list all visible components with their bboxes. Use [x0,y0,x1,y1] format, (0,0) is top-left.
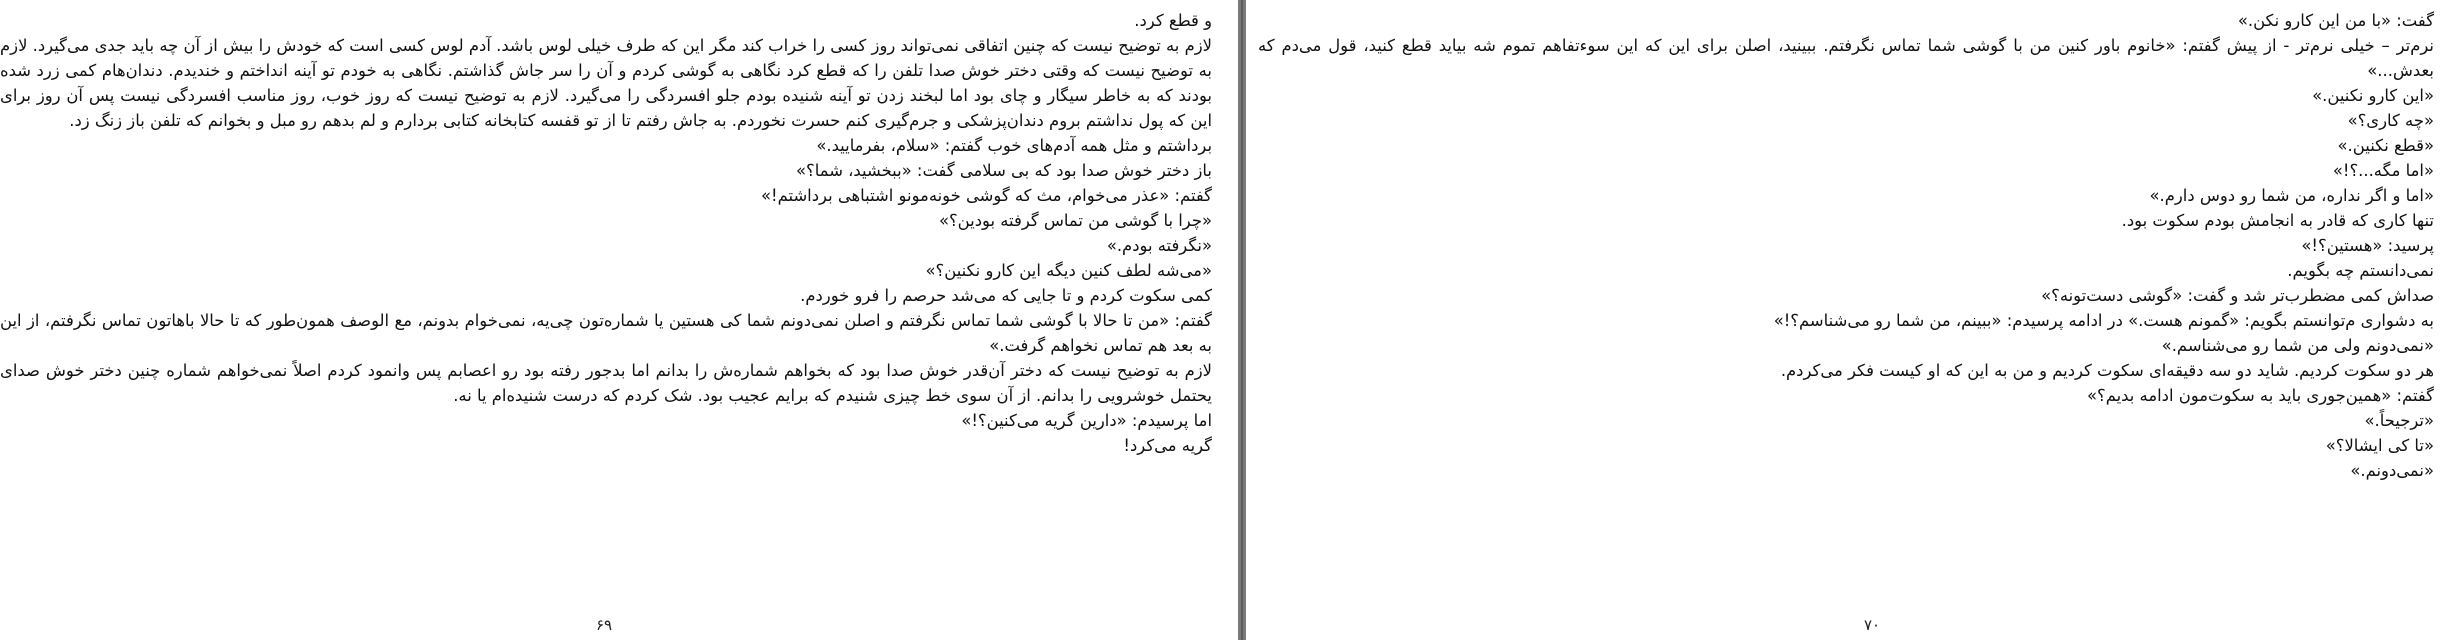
paragraph: گریه می‌کرد! [1123,436,1212,455]
paragraph: باز دختر خوش صدا بود که بی سلامی گفت: «ببخشید، شما؟» [796,161,1212,180]
paragraph: و قطع کرد. [1134,11,1212,30]
paragraph: پرسید: «هستین؟!» [2301,236,2434,255]
paragraph: برداشتم و مثل همه آدم‌های خوب گفتم: «سلام، بفرمایید.» [816,136,1212,155]
page-number: ۶۹ [595,616,613,634]
paragraph: نرم‌تر – خیلی نرم‌تر - از پیش گفتم: «خانوم باور کنین من با گوشی شما تماس نگرفتم. ببینید، اصلن برای این که این سوءتفاهم تموم شه بیاید قطع کنید، قول می‌دم که بعدش...» [1258,36,2434,80]
paragraph: «اما و اگر نداره، من شما رو دوس دارم.» [2149,186,2434,205]
paragraph: «نمی‌دونم.» [2350,461,2434,480]
right-page-text [1258,8,2434,483]
paragraph: «نگرفته بودم.» [1106,236,1212,255]
paragraph: تنها کاری که قادر به انجامش بودم سکوت بود. [2121,211,2434,230]
paragraph: «چه کاری؟» [2347,111,2434,130]
paragraph: گفتم: «من تا حالا با گوشی شما تماس نگرفتم و اصلن نمی‌دونم شما کی هستین یا شماره‌تون چی‌یه، نمی‌خوام بدونم، مع الوصف همون‌طور که تا حالا باهاتون تماس نگرفتم، از این به بعد هم تماس نخواهم گرفت.» [0,311,1212,355]
paragraph: «تا کی ایشالا؟» [2325,436,2434,455]
paragraph: گفتم: «عذر می‌خوام، مث که گوشی خونه‌مونو اشتباهی برداشتم!» [761,186,1212,205]
paragraph: «ترجیحاً.» [2364,411,2434,430]
paragraph: صداش کمی مضطرب‌تر شد و گفت: «گوشی دست‌تونه؟» [2041,286,2434,305]
paragraph: لازم به توضیح نیست که دختر آن‌قدر خوش صدا بود که بخواهم شماره‌ش را بدانم اما بدجور رفته بود رو اعصابم پس وانمود کردم اصلاً نمی‌خواهم شماره چنین دختر خوش صدای یحتمل خوشرویی را بدانم. از آن سوی خط چیزی شنیدم که برایم عجیب بود. شک کردم که درست شنیده‌ام یا نه. [0,361,1212,405]
paragraph: «قطع نکنین.» [2337,136,2434,155]
paragraph: «نمی‌دونم ولی من شما رو می‌شناسم.» [2161,336,2434,355]
paragraph: «این کارو نکنین.» [2312,86,2434,105]
paragraph: گفت: «با من این کارو نکن.» [2237,11,2434,30]
paragraph: گفتم: «همین‌جوری باید به سکوت‌مون ادامه بدیم؟» [2086,386,2434,405]
paragraph: کمی سکوت کردم و تا جایی که می‌شد حرصم را فرو خوردم. [800,286,1212,305]
paragraph: لازم به توضیح نیست که چنین اتفاقی نمی‌تواند روز کسی را خراب کند مگر این که طرف خیلی لوس باشد. آدم لوس کسی است که خودش را بیش از آن چه باید جدی می‌گیرد. لازم به توضیح نیست که وقتی دختر خوش صدا تلفن را که قطع کرد نگاهی به گوشی کردم و آن را سر جاش گذاشتم. نگاهی به خودم تو آینه انداختم و خندیدم. دندان‌هام کمی زرد شده بودند که به خاطر سیگار و چای بود اما لبخند زدن تو آینه شنیده بودم جلو افسردگی را می‌گیرد. لازم به توضیح نیست که روز خوب، روز مناسب افسردگی نیست پس آن روز برای این که پول نداشتم بروم دندان‌پزشکی و جرم‌گیری کنم حسرت نخوردم. به جاش رفتم تا از تو قفسه کتابخانه کتابی بردارم و لم بدهم رو مبل و بخوانم که تلفن باز زنگ زد. [0,36,1212,130]
paragraph: اما پرسیدم: «دارین گریه می‌کنین؟!» [961,411,1212,430]
paragraph: به دشواری م‌توانستم بگویم: «گمونم هست.» در ادامه پرسیدم: «ببینم، من شما رو می‌شناسم؟!» [1773,311,2434,330]
paragraph: نمی‌دانستم چه بگویم. [2287,261,2434,280]
left-page-text [0,8,1212,458]
paragraph: «اما مگه...؟!» [2332,161,2434,180]
paragraph: هر دو سکوت کردیم. شاید دو سه دقیقه‌ای سکوت کردیم و من به این که او کیست فکر می‌کردم. [1780,361,2434,380]
page-number: ۷۰ [1863,616,1881,634]
book-spine-divider [1238,0,1246,640]
right-page [1246,0,2460,640]
paragraph: «می‌شه لطف کنین دیگه این کارو نکنین؟» [925,261,1212,280]
paragraph: «چرا با گوشی من تماس گرفته بودین؟» [938,211,1212,230]
